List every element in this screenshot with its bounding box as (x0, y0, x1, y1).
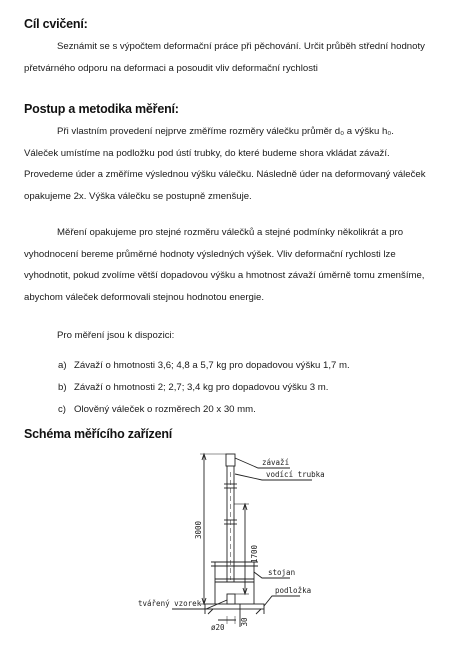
weight-block (226, 454, 235, 466)
method-paragraph-2: Měření opakujeme pro stejné rozměru válečků a stejné podmínky několikrát a pro vyhodnocení bereme průměrné hodnoty výsledných výšek. Vliv deformační rychlosti lze vyhodnotit, pokud zvolíme větší dopadovou výšku a hmotnost závaží úměrně tomu zmenšíme, abychom váleček deformovali stejnou hodnotou energie. (24, 227, 425, 303)
base-plate (205, 604, 264, 609)
label-guide-tube: vodící trubka (266, 470, 325, 479)
specimen-cylinder (227, 594, 235, 604)
method-paragraph-1: Při vlastním provedení nejprve změříme rozměry válečku průměr d₀ a výšku h₀. Váleček umístíme na podložku pod ústí trubky, do které budeme shora vkládat závaží. Provedeme úder a změříme výslednou výšku válečku. Následně úder na deformovaný váleček opakujeme 2x. Výška válečku se postupně zmenšuje. (24, 126, 426, 202)
apparatus-diagram (0, 444, 450, 654)
available-list (58, 355, 350, 421)
list-item (58, 355, 350, 377)
aim-heading: Cíl cvičení: (24, 17, 88, 31)
list-marker: c) (58, 404, 66, 415)
list-marker: b) (58, 382, 67, 393)
list-item (58, 399, 350, 421)
list-item (58, 377, 350, 399)
method-heading: Postup a metodika měření: (24, 102, 179, 116)
dim-diameter: ø20 (211, 623, 225, 632)
label-weight: závaží (262, 458, 290, 467)
list-item-text: Závaží o hmotnosti 3,6; 4,8 a 5,7 kg pro dopadovou výšku 1,7 m. (74, 360, 350, 371)
list-item-text: Olověný váleček o rozměrech 20 x 30 mm. (74, 404, 256, 415)
label-base-plate: podložka (275, 586, 312, 595)
dim-total-height: 3000 (194, 520, 203, 540)
label-formed-cylinder: tvářený vzorek (138, 599, 202, 608)
dim-height: 30 (240, 617, 249, 627)
list-item-text: Závaží o hmotnosti 2; 2,7; 3,4 kg pro dopadovou výšku 3 m. (74, 382, 329, 393)
scheme-heading: Schéma měřícího zařízení (24, 427, 173, 441)
dim-drop-height: 1700 (250, 544, 259, 564)
label-stand: stojan (268, 568, 296, 577)
available-intro: Pro měření jsou k dispozici: (57, 330, 175, 341)
list-marker: a) (58, 360, 67, 371)
aim-paragraph: Seznámit se s výpočtem deformační práce při pěchování. Určit průběh střední hodnoty přetvárného odporu na deformaci a posoudit vliv deformační rychlosti (24, 41, 425, 74)
